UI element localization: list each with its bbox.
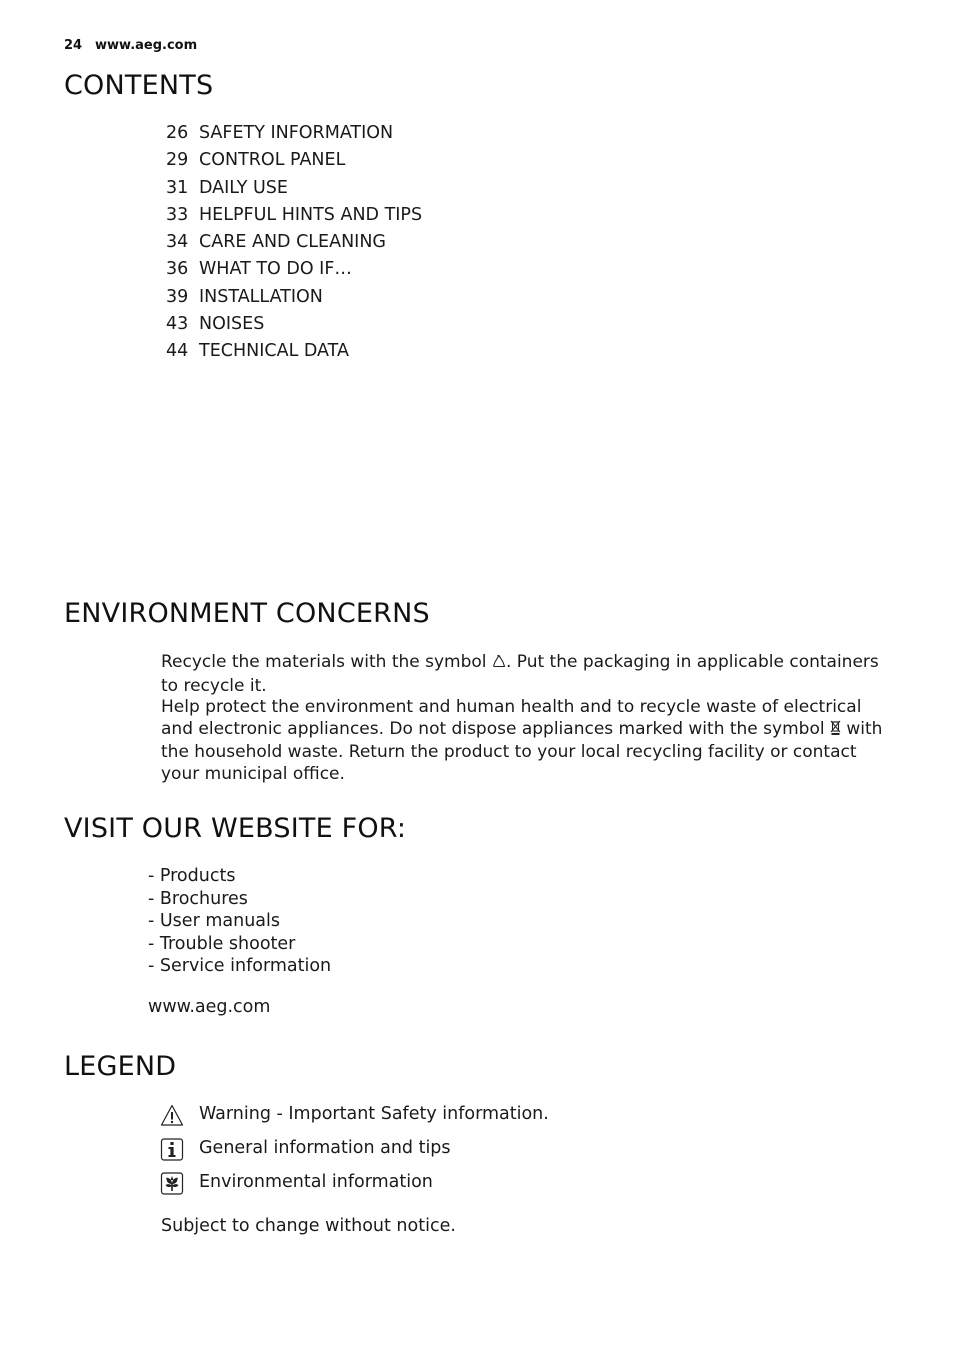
toc-page: 31 [166, 178, 189, 198]
website-item-products: - Products [148, 866, 236, 886]
toc-item-control-panel[interactable] [166, 147, 345, 174]
toc-label: WHAT TO DO IF… [199, 259, 352, 279]
environment-paragraph-2 [161, 697, 891, 785]
header-site: www.aeg.com [95, 38, 198, 53]
website-url-link[interactable]: www.aeg.com [148, 997, 271, 1017]
info-icon [160, 1137, 184, 1161]
toc-label: NOISES [199, 314, 265, 334]
env-text-part: Recycle the materials with the symbol [161, 652, 487, 672]
env-text-part: Help protect the environment and human health and to recycle waste of electrical and electronic appliances. Do not dispose appliances marked with the symbol [161, 697, 862, 739]
toc-label: TECHNICAL DATA [199, 341, 349, 361]
crossed-bin-icon [830, 720, 841, 743]
website-item-service-information: - Service information [148, 956, 332, 977]
environment-text [161, 652, 891, 785]
warning-icon [160, 1103, 184, 1127]
toc-item-hints[interactable] [166, 202, 422, 229]
toc-label: SAFETY INFORMATION [199, 123, 394, 143]
legend-title: LEGEND [64, 1051, 177, 1082]
toc-item-care[interactable] [166, 229, 386, 256]
toc-label: INSTALLATION [199, 287, 323, 307]
change-notice: Subject to change without notice. [161, 1216, 456, 1236]
toc-label: DAILY USE [199, 178, 288, 198]
website-title: VISIT OUR WEBSITE FOR: [64, 813, 407, 844]
toc-page: 29 [166, 150, 189, 170]
toc-item-installation[interactable] [166, 284, 323, 311]
environment-title: ENVIRONMENT CONCERNS [64, 598, 430, 629]
toc-item-technical[interactable] [166, 338, 349, 365]
toc-item-daily-use[interactable] [166, 175, 288, 202]
website-item-user-manuals: - User manuals [148, 911, 280, 932]
toc-item-what-to-do[interactable] [166, 256, 352, 283]
legend-label: Environmental information [199, 1172, 433, 1192]
contents-title: CONTENTS [64, 70, 214, 101]
toc-label: CARE AND CLEANING [199, 232, 386, 252]
toc-page: 44 [166, 341, 189, 361]
legend-label: General information and tips [199, 1138, 451, 1158]
environment-icon [160, 1171, 184, 1195]
toc-page: 26 [166, 123, 189, 143]
page-header [64, 38, 197, 53]
toc-item-noises[interactable] [166, 311, 264, 338]
legend-label: Warning - Important Safety information. [199, 1104, 549, 1124]
toc-page: 36 [166, 259, 189, 279]
toc-label: HELPFUL HINTS AND TIPS [199, 205, 423, 225]
toc-item-safety[interactable] [166, 120, 393, 147]
env-text-part: with the household waste. Return the product to your local recycling facility or contact your municipal office. [161, 718, 883, 784]
toc-page: 43 [166, 314, 189, 334]
page-number: 24 [64, 38, 83, 53]
toc-page: 39 [166, 287, 189, 307]
recycle-icon [492, 654, 506, 676]
env-text-part: . Put the packaging in applicable containers to recycle it. [161, 652, 879, 696]
toc-page: 34 [166, 232, 189, 252]
environment-paragraph-1 [161, 652, 891, 697]
website-item-brochures: - Brochures [148, 888, 248, 909]
website-item-trouble-shooter: - Trouble shooter [148, 933, 296, 954]
toc-page: 33 [166, 205, 189, 225]
website-list [148, 865, 331, 978]
toc-label: CONTROL PANEL [199, 150, 346, 170]
